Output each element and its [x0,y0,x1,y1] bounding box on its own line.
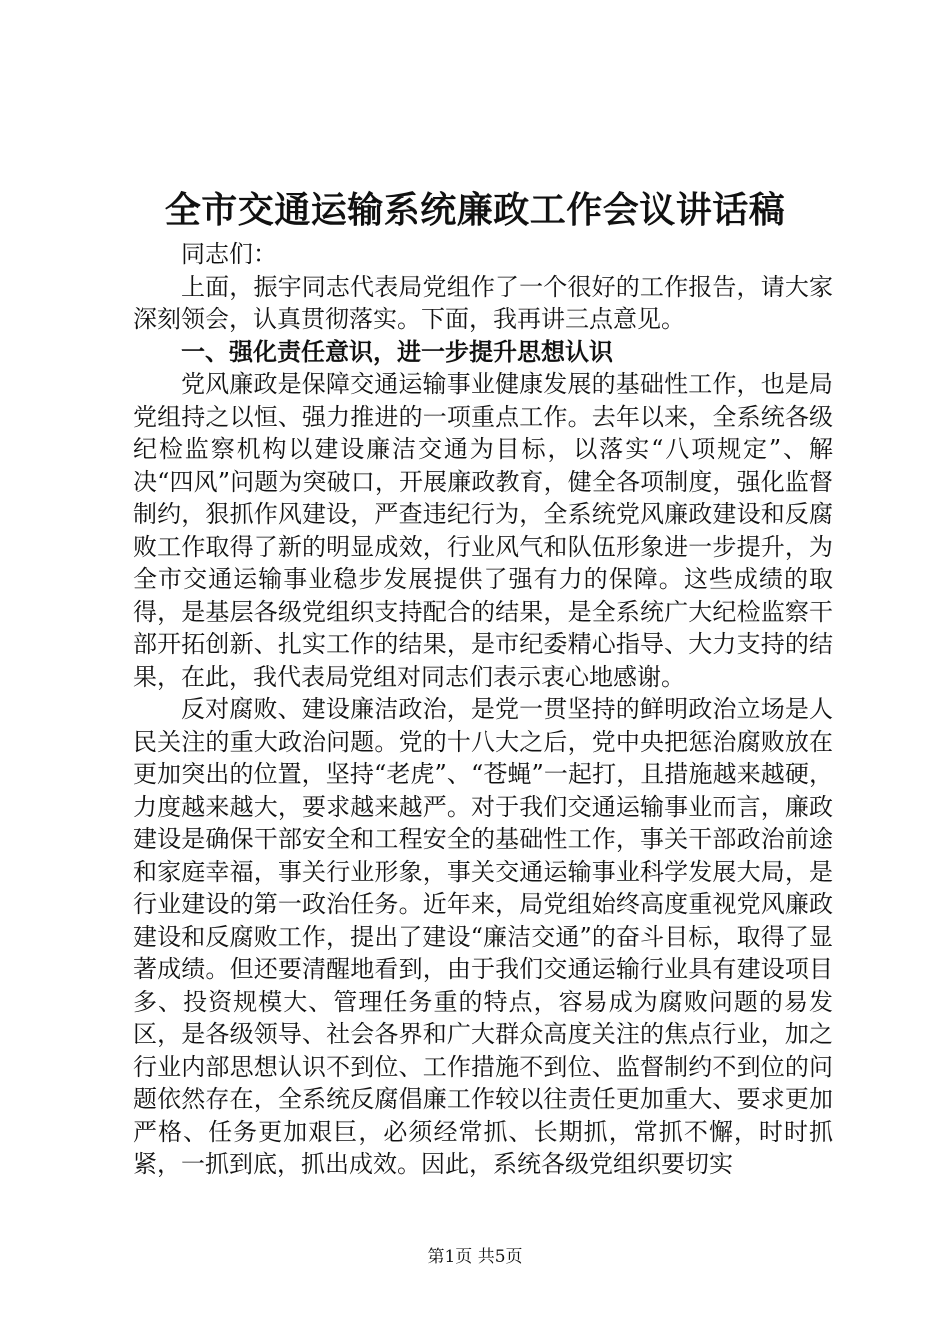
salutation-paragraph: 同志们： [181,240,277,268]
body-paragraph: 党风廉政是保障交通运输事业健康发展的基础性工作，也是局党组持之以恒、强力推进的一项重点工作。去年以来，全系统各级纪检监察机构以建设廉洁交通为目标，以落实“八项规定”、解决“四风”问题为突破口，开展廉政教育，健全各项制度，强化监督制约，狠抓作风建设，严查违纪行为，全系统党风廉政建设和反腐败工作取得了新的明显成效，行业风气和队伍形象进一步提升，为全市交通运输事业稳步发展提供了强有力的保障。这些成绩的取得，是基层各级党组织支持配合的结果，是全系统广大纪检监察干部开拓创新、扎实工作的结果，是市纪委精心指导、大力支持的结果，在此，我代表局党组对同志们表示衷心地感谢。 [133,370,833,691]
intro-paragraph: 上面，振宇同志代表局党组作了一个很好的工作报告，请大家深刻领会，认真贯彻落实。下面，我再讲三点意见。 [133,272,833,333]
document-title: 全市交通运输系统廉政工作会议讲话稿 [164,189,786,231]
page-footer: 第1页 共5页 [427,1247,523,1267]
document-body [133,238,833,1181]
body-paragraph: 反对腐败、建设廉洁政治，是党一贯坚持的鲜明政治立场是人民关注的重大政治问题。党的十八大之后，党中央把惩治腐败放在更加突出的位置，坚持“老虎”、“苍蝇”一起打，且措施越来越硬，力度越来越大，要求越来越严。对于我们交通运输事业而言，廉政建设是确保干部安全和工程安全的基础性工作，事关干部政治前途和家庭幸福，事关行业形象，事关交通运输事业科学发展大局，是行业建设的第一政治任务。近年来，局党组始终高度重视党风廉政建设和反腐败工作，提出了建设“廉洁交通”的奋斗目标，取得了显著成绩。但还要清醒地看到，由于我们交通运输行业具有建设项目多、投资规模大、管理任务重的特点，容易成为腐败问题的易发区，是各级领导、社会各界和广大群众高度关注的焦点行业，加之行业内部思想认识不到位、工作措施不到位、监督制约不到位的问题依然存在，全系统反腐倡廉工作较以往责任更加重大、要求更加严格、任务更加艰巨，必须经常抓、长期抓，常抓不懈，时时抓紧，一抓到底，抓出成效。因此，系统各级党组织要切实 [133,695,833,1178]
section-heading: 一、强化责任意识，进一步提升思想认识 [181,336,613,366]
